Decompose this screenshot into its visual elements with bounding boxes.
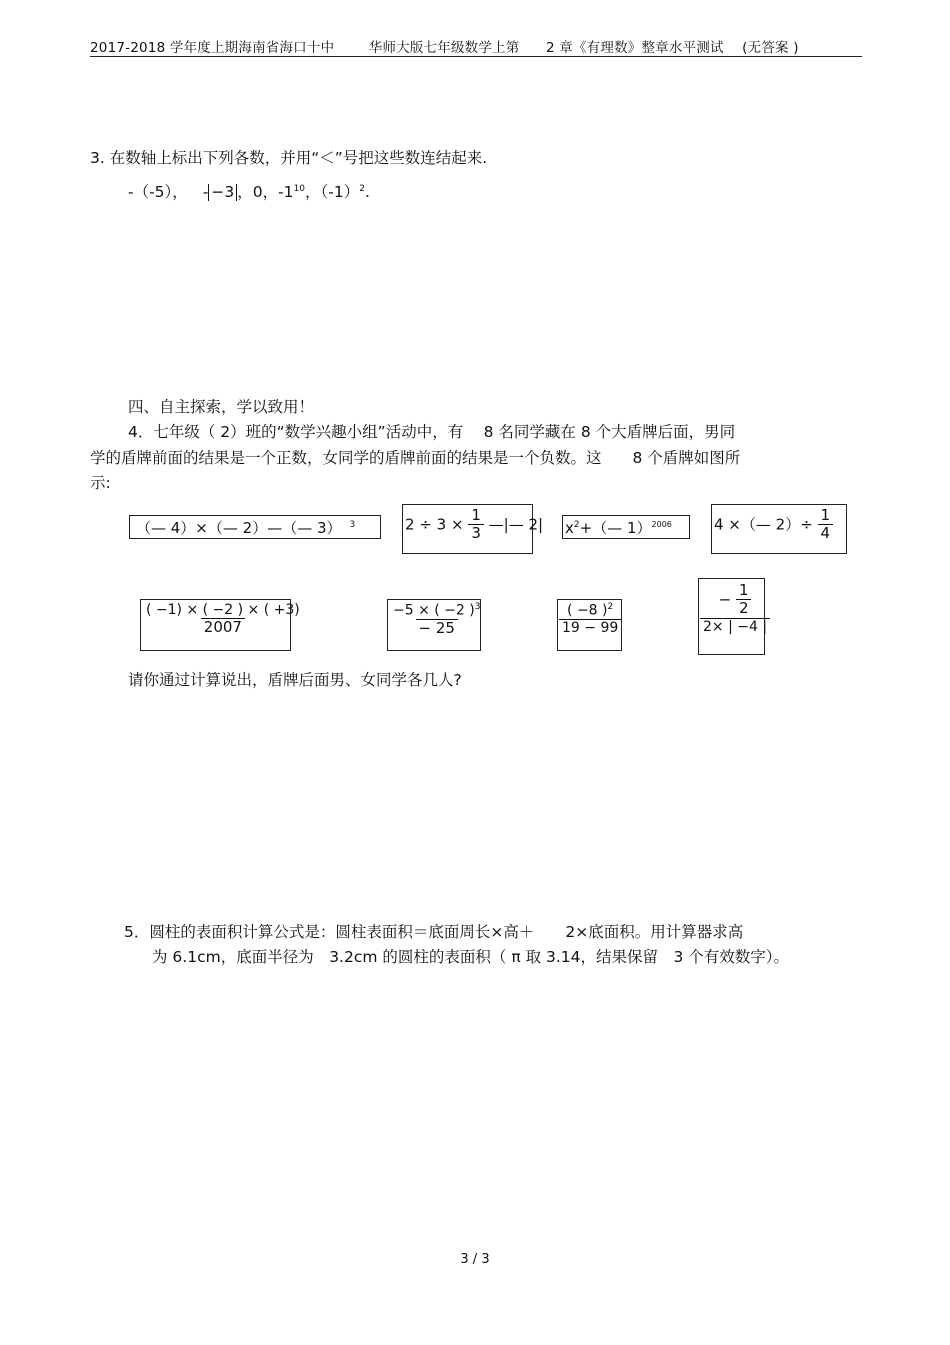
shield-8-den: 2× | −4 | (700, 618, 770, 635)
shield-2-post: —|— 2| (488, 515, 544, 534)
shield-5 (140, 599, 300, 651)
q3-item-d-exp: 2 (359, 183, 365, 194)
q3-item-d-post: . (364, 183, 370, 201)
shield-8 (698, 578, 768, 655)
header-rule (90, 56, 862, 57)
shield-4-num: 1 (820, 506, 831, 524)
q3-item-b-pre: - (202, 183, 209, 201)
page-number: 3 / 3 (460, 1252, 490, 1267)
shield-4 (711, 504, 847, 554)
q3-numbers (128, 180, 370, 202)
q4-line-2: 学的盾牌前面的结果是一个正数，女同学的盾牌前面的结果是一个负数。这 8 个盾牌如图所 (90, 449, 741, 467)
q4-line-1: 4．七年级（ 2）班的“数学兴趣小组”活动中，有 8 名同学藏在 8 个大盾牌后面，男同 (128, 423, 736, 441)
q3-item-b-post: ，0，-1 (237, 183, 294, 201)
shield-2-fraction (468, 507, 484, 543)
shield-4-den: 4 (818, 524, 834, 542)
shield-8-inner-fraction (736, 582, 752, 618)
header-chapter: 2 章《有理数》整章水平测试 (545, 40, 724, 56)
page-header (90, 36, 860, 56)
header-textbook: 华师大版七年级数学上第 (368, 40, 520, 56)
shield-7-fraction (559, 602, 621, 636)
shield-3-exp2: 2006 (651, 520, 672, 529)
shield-5-num: ( −1) × ( −2 ) × ( +3) (146, 602, 300, 618)
shield-1 (129, 515, 381, 539)
shield-4-fraction (818, 507, 834, 543)
header-school: 2017-2018 学年度上期海南省海口十中 (90, 40, 335, 56)
shield-7-den: 19 − 99 (559, 619, 621, 636)
shield-2-pre: 2 ÷ 3 × (405, 515, 464, 534)
q5-line-2: 为 6.1cm，底面半径为 3.2cm 的圆柱的表面积（ π 取 3.14，结果保留 3 个有效数字）。 (152, 948, 790, 966)
shield-2-den: 3 (468, 524, 484, 542)
section-4-title: 四、自主探索，学以致用！ (128, 398, 315, 416)
shield-8-num-sign: − (718, 590, 732, 609)
shield-6-num-wrap (390, 602, 483, 619)
shield-6 (387, 599, 481, 651)
shield-8-inner-den: 2 (736, 599, 752, 617)
shield-7-num: ( −8 ) (567, 602, 608, 619)
shield-6-den: − 25 (416, 619, 458, 637)
header-note: (无答案 ) (742, 40, 799, 56)
q3-item-d-pre: ，（-1） (304, 183, 360, 201)
q3-item-a: -（-5）， (128, 183, 188, 201)
shield-6-fraction (390, 602, 483, 637)
shield-6-exp: 3 (474, 602, 481, 612)
shield-8-inner-num: 1 (738, 581, 749, 599)
shield-6-num: −5 × ( −2 ) (393, 602, 475, 619)
shield-5-den: 2007 (201, 618, 245, 636)
shield-3 (562, 515, 690, 539)
shield-1-expr: （— 4）×（— 2）—（— 3） (136, 519, 342, 537)
shield-3-exp1: 2 (573, 520, 580, 530)
shield-1-exp: 3 (349, 520, 356, 530)
shield-3-base: x (565, 519, 574, 537)
q3-item-c-exp: 10 (293, 183, 305, 194)
q3-prompt: 3. 在数轴上标出下列各数，并用“＜”号把这些数连结起来. (90, 149, 488, 167)
q4-line-3: 示: (90, 474, 111, 492)
shield-2 (402, 504, 544, 554)
q5-line-1: 5．圆柱的表面积计算公式是：圆柱表面积＝底面周长×高＋ 2×底面积。用计算器求高 (124, 923, 744, 941)
shield-7 (557, 599, 622, 651)
shield-7-exp: 2 (607, 602, 614, 612)
shield-4-pre: 4 ×（— 2）÷ (714, 515, 813, 534)
shield-7-num-wrap (564, 602, 616, 619)
shield-8-num-wrap (716, 582, 755, 618)
shield-2-num: 1 (471, 506, 481, 524)
shield-5-fraction (143, 602, 303, 636)
q3-item-b-abs: −3 (208, 184, 237, 201)
shield-8-fraction (700, 582, 770, 635)
q4-question: 请你通过计算说出，盾牌后面男、女同学各几人? (128, 671, 462, 689)
shield-3-mid: +（— 1） (579, 519, 652, 537)
